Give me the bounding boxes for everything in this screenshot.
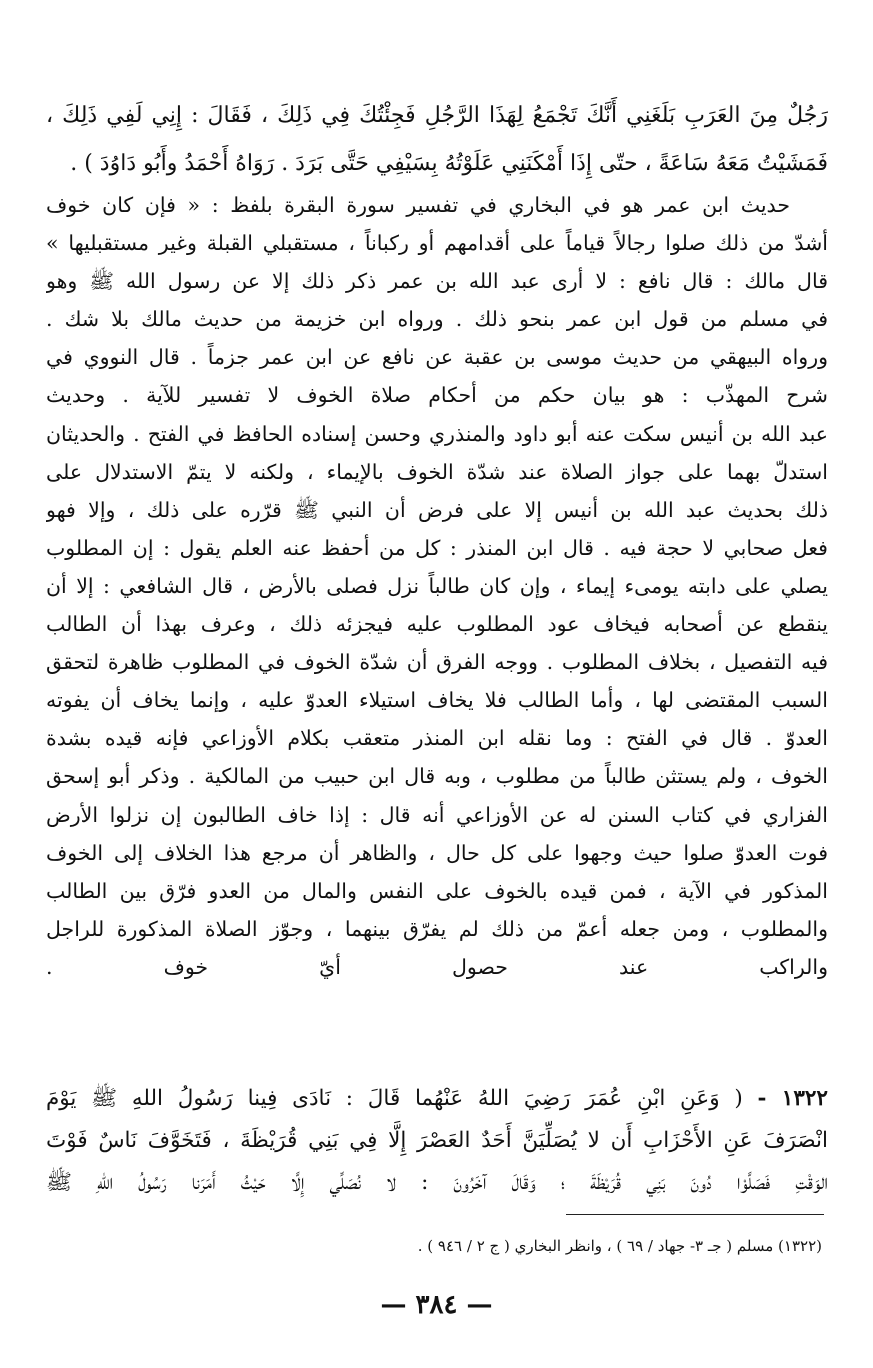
- text-line: أشدّ من ذلك صلوا رجالاً قياماً على أقدامهم أو ركباناً ، مستقبلي القبلة وغير مستقبليها »: [46, 231, 828, 256]
- text-line: شرح المهذّب : هو بيان حكم من أحكام صلاة الخوف لا تفسير للآية . وحديث: [46, 383, 828, 408]
- hadith-1322: [46, 1078, 828, 1204]
- footnote: (١٣٢٢) مسلم ( جـ ٣- جهاد / ٦٩ ) ، وانظر البخاري ( ج ٢ / ٩٤٦ ) .: [417, 1237, 822, 1255]
- text-line: العدوّ . قال في الفتح : وما نقله ابن المنذر متعقب بكلام الأوزاعي فإنه قيده بشدة: [46, 726, 828, 751]
- text-line: استدلّ بهما على جواز الصلاة عند شدّة الخوف بالإيماء ، ولكنه لا يتمّ الاستدلال على: [46, 459, 828, 484]
- text-line: ١٣٢٢ - ( وَعَنِ ابْنِ عُمَرَ رَضِيَ اللهُ عَنْهُما قَالَ : نَادَى فِينا رَسُولُ اللهِ ﷺ يَوْمَ: [46, 1086, 828, 1111]
- text-line: والراكب عند حصول أيّ خوف .: [46, 954, 828, 979]
- text-line: الفزاري في كتاب السنن له عن الأوزاعي أنه قال : إذا خاف الطالبون إن نزلوا الأرض: [46, 802, 828, 827]
- text-line: الوَقْتِ فَصَلَّوْا دُونَ بَنِي قُرَيْظَةَ ؛ وَقَالَ آخَرُونَ : لا نُصَلِّي إِلَّا حَيْثُ أَمَرَنا رَسُولُ اللهِ ﷺ: [46, 1170, 828, 1195]
- text-line: السبب المقتضى لها ، وأما الطالب فلا يخاف استيلاء العدوّ عليه ، وإنما يخاف أن يفوته: [46, 688, 828, 713]
- text-line: فعل صحابي لا حجة فيه . قال ابن المنذر : كل من أحفظ عنه العلم يقول : إن المطلوب: [46, 535, 828, 560]
- text-line: حديث ابن عمر هو في البخاري في تفسير سورة البقرة بلفظ : « فإن كان خوف: [46, 193, 790, 217]
- hadith-text-top: [46, 92, 828, 188]
- text-line: والمطلوب ، ومن جعله أعمّ من ذلك لم يفرّق بينهما ، وجوّز الصلاة المذكورة للراجل: [46, 916, 828, 941]
- text-line: فيه التفصيل ، بخلاف المطلوب . ووجه الفرق أن شدّة الخوف في المطلوب ظاهرة لتحقق: [46, 650, 828, 675]
- text-line: الخوف ، ولم يستثن طالباً من مطلوب ، وبه قال ابن حبيب من المالكية . وذكر أبو إسحق: [46, 764, 828, 789]
- page-number: — ٣٨٤ —: [380, 1290, 493, 1320]
- text-line: رَجُلٌ مِنَ العَرَبِ بَلَغَنِي أَنَّكَ تَجْمَعُ لِهَذَا الرَّجُلِ فَجِئْتُكَ فِي ذَلِكَ ، فَقَالَ : إِنِي لَفِي ذَلِكَ ،: [46, 103, 828, 128]
- text-line: ذلك بحديث عبد الله بن أنيس إلا على فرض أن النبي ﷺ قرّره على ذلك ، وإلا فهو: [46, 497, 828, 522]
- text-line: المذكور في الآية ، فمن قيده بالخوف على النفس والمال من العدو فرّق بين الطالب: [46, 878, 828, 903]
- text-line: ينقطع عن أصحابه فيخاف عود المطلوب عليه فيجزئه ذلك ، وعرف بهذا أن الطالب: [46, 612, 828, 637]
- text-line: قال مالك : قال نافع : لا أرى عبد الله بن عمر ذكر ذلك إلا عن رسول الله ﷺ وهو: [46, 269, 828, 294]
- footnote-divider: [566, 1214, 824, 1215]
- hadith-number: ١٣٢٢ -: [757, 1086, 828, 1111]
- commentary-paragraph: [46, 186, 828, 986]
- text-line: عبد الله بن أنيس سكت عنه أبو داود والمنذري وحسن إسناده الحافظ في الفتح . والحديثان: [46, 421, 828, 446]
- text-line: فَمَشَيْتُ مَعَهُ سَاعَةً ، حتّى إِذَا أَمْكَنَنِي عَلَوْتُهُ بِسَيْفِي حَتَّى بَرَدَ . رَوَاهُ أَحْمَدُ وأَبُو دَاوُدَ ) .: [70, 151, 828, 176]
- text-line: في مسلم من قول ابن عمر بنحو ذلك . ورواه ابن خزيمة من حديث مالك بلا شك .: [46, 307, 828, 332]
- text-line: انْصَرَفَ عَنِ الأَحْزَابِ أَن لا يُصَلِّيَنَّ أَحَدٌ العَصْرَ إِلَّا فِي بَنِي قُرَيْظَةَ ، فَتَخَوَّفَ نَاسٌ فَوْتَ: [46, 1128, 828, 1153]
- text-line: فوت العدوّ صلوا حيث وجهوا على كل حال ، والظاهر أن مرجع هذا الخلاف إلى الخوف: [46, 840, 828, 865]
- text-line: يصلي على دابته يومىء إيماء ، وإن كان طالباً نزل فصلى بالأرض ، قال الشافعي : إلا أن: [46, 573, 828, 598]
- text-line: ورواه البيهقي من حديث موسى بن عقبة عن نافع عن ابن عمر جزماً . قال النووي في: [46, 345, 828, 370]
